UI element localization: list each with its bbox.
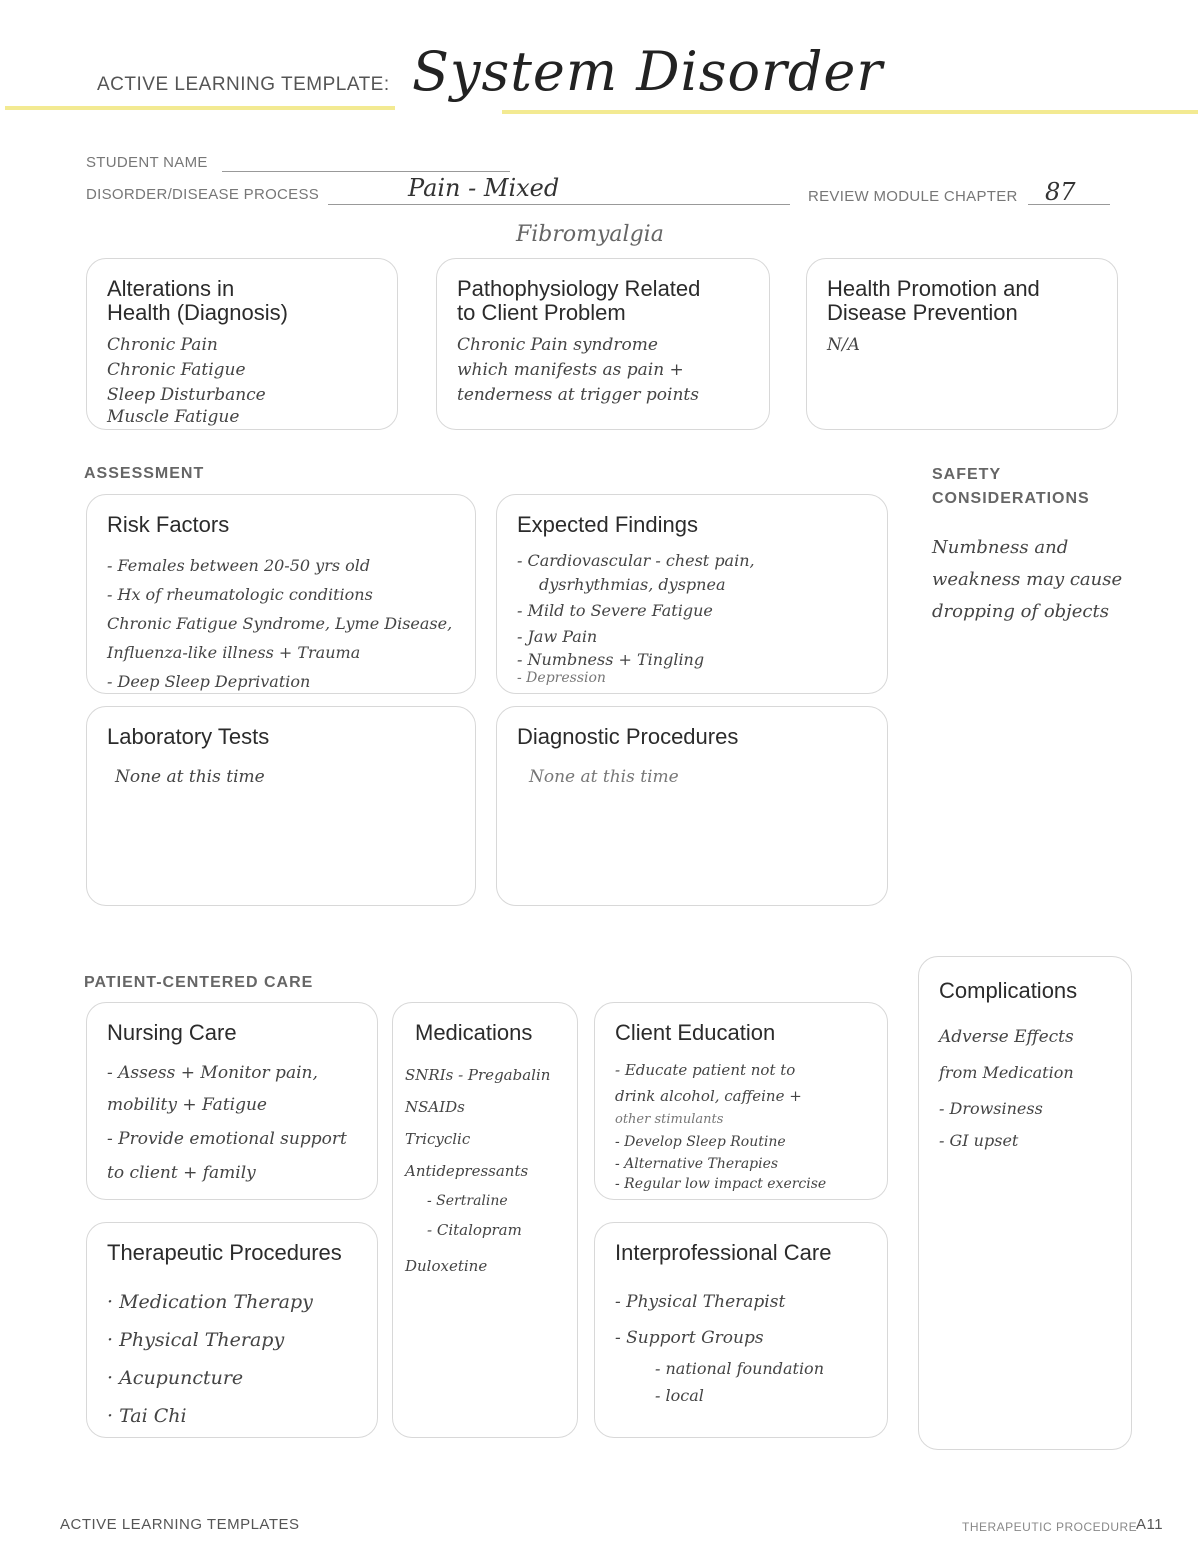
- interprofessional-care-item: - local: [655, 1386, 704, 1405]
- health-promotion-line: N/A: [827, 335, 860, 355]
- nursing-care-item: - Assess + Monitor pain,: [107, 1063, 318, 1083]
- review-chapter-value: 87: [1045, 178, 1076, 206]
- expected-finding-item: - Jaw Pain: [517, 627, 598, 646]
- risk-factors-box: [86, 494, 476, 694]
- pathophysiology-title-line2: to Client Problem: [457, 300, 626, 325]
- footer-section-label: THERAPEUTIC PROCEDURE: [962, 1520, 1138, 1534]
- expected-finding-item: dysrhythmias, dyspnea: [539, 575, 726, 594]
- medications-title: Medications: [415, 1020, 533, 1045]
- risk-factors-title: Risk Factors: [107, 512, 230, 537]
- diagnostic-procedures-title: Diagnostic Procedures: [517, 724, 739, 749]
- safety-line: dropping of objects: [932, 601, 1109, 622]
- therapeutic-procedures-box: [86, 1222, 378, 1438]
- safety-notes: [932, 532, 1122, 628]
- diagnostic-procedures-box: [496, 706, 888, 906]
- safety-line: Numbness and: [932, 537, 1069, 558]
- student-name-field[interactable]: [222, 170, 510, 172]
- complications-item: - GI upset: [939, 1131, 1019, 1150]
- health-promotion-title-line2: Disease Prevention: [827, 300, 1018, 325]
- nursing-care-title: Nursing Care: [107, 1020, 237, 1045]
- therapeutic-procedures-title: Therapeutic Procedures: [107, 1240, 342, 1265]
- header-rule-right: [502, 110, 1198, 114]
- risk-factor-item: Influenza-like illness + Trauma: [107, 643, 361, 662]
- pathophysiology-title-line1: Pathophysiology Related: [457, 276, 701, 301]
- interprofessional-care-item: - national foundation: [655, 1359, 824, 1378]
- nursing-care-box: [86, 1002, 378, 1200]
- client-education-item: - Regular low impact exercise: [615, 1176, 827, 1192]
- patient-centered-care-heading: PATIENT-CENTERED CARE: [84, 974, 314, 991]
- alterations-item: Muscle Fatigue: [107, 407, 240, 427]
- medications-box: [392, 1002, 578, 1438]
- alterations-item: Chronic Pain: [107, 335, 218, 355]
- alterations-box: [86, 258, 398, 430]
- risk-factor-item: Chronic Fatigue Syndrome, Lyme Disease,: [107, 614, 453, 633]
- expected-finding-item: - Depression: [517, 670, 606, 686]
- complications-title: Complications: [939, 978, 1078, 1003]
- footer-left-label: ACTIVE LEARNING TEMPLATES: [60, 1516, 300, 1533]
- medication-item: - Citalopram: [427, 1221, 522, 1239]
- disorder-label: DISORDER/DISEASE PROCESS: [86, 186, 320, 203]
- assessment-heading: ASSESSMENT: [84, 465, 205, 482]
- client-education-item: - Educate patient not to: [615, 1061, 796, 1079]
- medication-item: Tricyclic: [405, 1130, 471, 1148]
- pathophysiology-line: which manifests as pain +: [457, 360, 684, 380]
- complications-item: Adverse Effects: [939, 1027, 1074, 1047]
- nursing-care-item: mobility + Fatigue: [107, 1095, 267, 1115]
- alterations-title-line1: Alterations in: [107, 276, 235, 301]
- header-rule-left: [5, 106, 395, 110]
- therapeutic-procedure-item: · Acupuncture: [107, 1367, 244, 1389]
- complications-item: from Medication: [939, 1063, 1074, 1082]
- pathophysiology-line: tenderness at trigger points: [457, 385, 699, 405]
- safety-heading-line2: CONSIDERATIONS: [932, 490, 1090, 507]
- client-education-item: drink alcohol, caffeine +: [615, 1087, 802, 1105]
- disorder-value-line2: Fibromyalgia: [516, 222, 664, 247]
- pathophysiology-line: Chronic Pain syndrome: [457, 335, 658, 355]
- nursing-care-item: to client + family: [107, 1163, 256, 1183]
- template-label: ACTIVE LEARNING TEMPLATE:: [97, 74, 390, 95]
- page-number: A11: [1136, 1516, 1164, 1533]
- client-education-item: - Develop Sleep Routine: [615, 1134, 786, 1150]
- laboratory-tests-box: [86, 706, 476, 906]
- client-education-item: other stimulants: [615, 1112, 724, 1127]
- interprofessional-care-item: - Physical Therapist: [615, 1292, 786, 1312]
- diagnostic-procedures-line: None at this time: [529, 767, 679, 787]
- nursing-care-item: - Provide emotional support: [107, 1129, 347, 1149]
- risk-factor-item: - Deep Sleep Deprivation: [107, 672, 311, 691]
- risk-factor-item: - Hx of rheumatologic conditions: [107, 585, 373, 604]
- expected-finding-item: - Cardiovascular - chest pain,: [517, 551, 755, 570]
- complications-box: [918, 956, 1132, 1450]
- expected-finding-item: - Numbness + Tingling: [517, 650, 705, 669]
- therapeutic-procedure-item: · Medication Therapy: [107, 1291, 313, 1313]
- laboratory-tests-title: Laboratory Tests: [107, 724, 270, 749]
- pathophysiology-box: [436, 258, 770, 430]
- complications-item: - Drowsiness: [939, 1099, 1043, 1118]
- expected-findings-title: Expected Findings: [517, 512, 698, 537]
- therapeutic-procedure-item: · Tai Chi: [107, 1405, 187, 1427]
- client-education-item: - Alternative Therapies: [615, 1156, 779, 1172]
- medication-item: - Sertraline: [427, 1193, 508, 1209]
- safety-heading-line1: SAFETY: [932, 466, 1002, 483]
- health-promotion-title-line1: Health Promotion and: [827, 276, 1040, 301]
- student-name-label: STUDENT NAME: [86, 154, 208, 171]
- laboratory-tests-line: None at this time: [115, 767, 265, 787]
- alterations-item: Sleep Disturbance: [107, 385, 266, 405]
- alterations-item: Chronic Fatigue: [107, 360, 246, 380]
- alterations-title-line2: Health (Diagnosis): [107, 300, 288, 325]
- medication-item: SNRIs - Pregabalin: [405, 1066, 551, 1084]
- disorder-field[interactable]: [328, 203, 790, 205]
- review-chapter-label: REVIEW MODULE CHAPTER: [808, 188, 1018, 205]
- expected-finding-item: - Mild to Severe Fatigue: [517, 601, 713, 620]
- therapeutic-procedure-item: · Physical Therapy: [107, 1329, 285, 1351]
- safety-line: weakness may cause: [932, 569, 1123, 590]
- interprofessional-care-box: [594, 1222, 888, 1438]
- medication-item: Antidepressants: [405, 1162, 529, 1180]
- risk-factor-item: - Females between 20-50 yrs old: [107, 556, 371, 575]
- interprofessional-care-title: Interprofessional Care: [615, 1240, 832, 1265]
- expected-findings-box: [496, 494, 888, 694]
- page-title: System Disorder: [412, 40, 884, 103]
- client-education-title: Client Education: [615, 1020, 776, 1045]
- medication-item: Duloxetine: [405, 1257, 488, 1275]
- medication-item: NSAIDs: [405, 1098, 465, 1116]
- interprofessional-care-item: - Support Groups: [615, 1328, 764, 1348]
- health-promotion-box: [806, 258, 1118, 430]
- disorder-value: Pain - Mixed: [408, 174, 560, 202]
- client-education-box: [594, 1002, 888, 1200]
